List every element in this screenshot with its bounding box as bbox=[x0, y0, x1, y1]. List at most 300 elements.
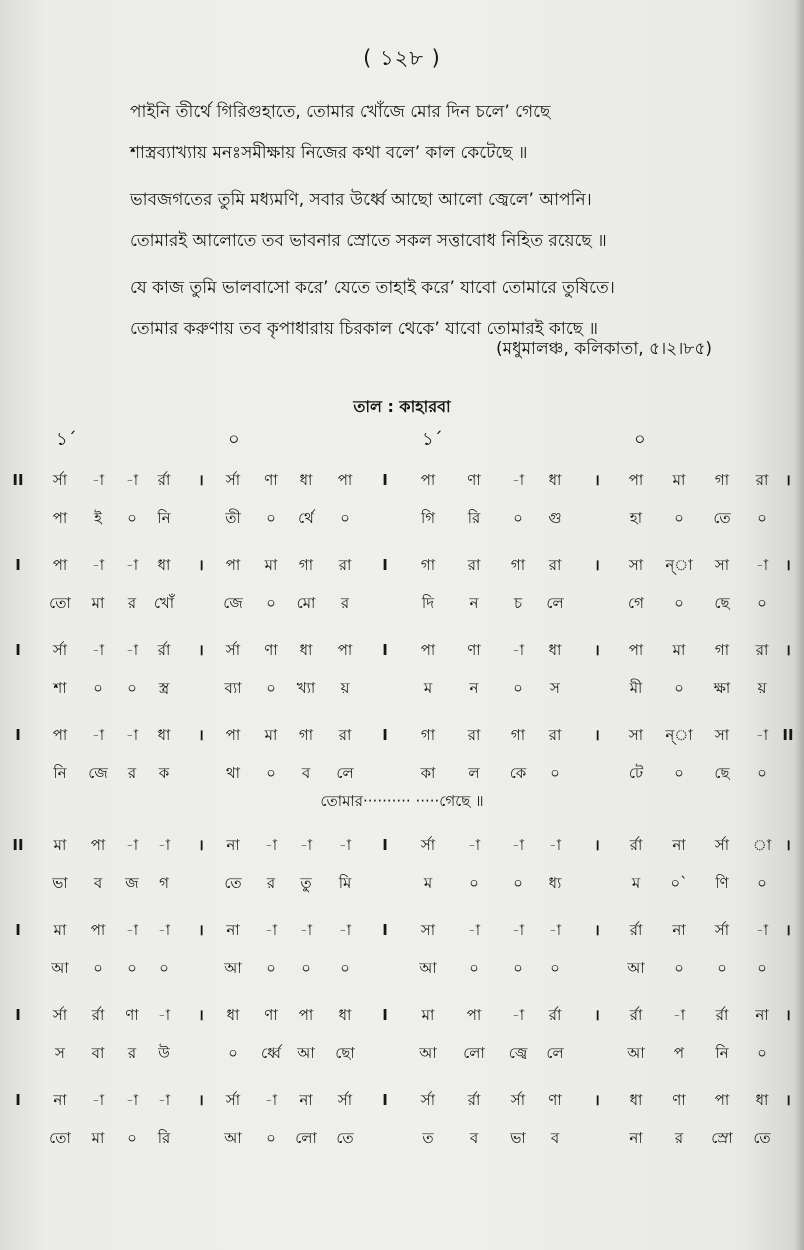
swara-note: -া bbox=[467, 921, 481, 939]
swara-note: া bbox=[752, 836, 772, 854]
lyric-syllable: ০ bbox=[757, 1044, 767, 1062]
swara-note: গা bbox=[510, 726, 526, 744]
tala-heading: তাল : কাহারবা bbox=[353, 397, 451, 416]
swara-note: -া bbox=[157, 1006, 171, 1024]
beat-mark: ০ bbox=[634, 429, 646, 450]
bar-separator: II bbox=[782, 726, 794, 744]
bar-separator: । bbox=[785, 471, 791, 489]
beat-mark: ১´ bbox=[422, 429, 443, 450]
lyric-syllable: তে bbox=[713, 509, 731, 527]
swara-note: মা bbox=[264, 556, 278, 574]
lyric-syllable: ম bbox=[423, 874, 433, 892]
swara-note: র্সা bbox=[510, 1091, 526, 1109]
bar-separator: I bbox=[382, 556, 388, 574]
lyric-syllable: র bbox=[340, 594, 350, 612]
bar-separator: I bbox=[15, 726, 21, 744]
lyric-syllable: ০ bbox=[513, 679, 523, 697]
swara-note: গা bbox=[510, 556, 526, 574]
lyric-line: যে কাজ তুমি ভালবাসো করে’ যেতে তাহাই করে’ যাবো তোমারে তুষিতে। bbox=[130, 278, 615, 298]
swara-note: মা bbox=[264, 726, 278, 744]
lyric-syllable: জে bbox=[223, 594, 243, 612]
lyric-line: ভাবজগতের তুমি মধ্যমণি, সবার উর্ধ্বে আছো আলো জ্বেলে’ আপনি। bbox=[130, 190, 592, 210]
swara-note: ধা bbox=[299, 471, 313, 489]
swara-note: র্সা bbox=[225, 1091, 241, 1109]
swara-note: রা bbox=[338, 556, 352, 574]
swara-note: পা bbox=[628, 471, 644, 489]
swara-note: -া bbox=[511, 471, 525, 489]
lyric-syllable: আ bbox=[297, 1044, 315, 1062]
swara-note: পা bbox=[90, 921, 106, 939]
swara-note: র্সা bbox=[225, 641, 241, 659]
notation-row-2 bbox=[0, 550, 804, 640]
bar-separator: I bbox=[15, 921, 21, 939]
bar-separator: । bbox=[785, 641, 791, 659]
swara-note: রা bbox=[467, 556, 481, 574]
lyric-syllable: গ bbox=[159, 874, 169, 892]
lyric-syllable: ব bbox=[301, 764, 311, 782]
swara-note: পা bbox=[466, 1006, 482, 1024]
swara-note: র্রা bbox=[91, 1006, 105, 1024]
lyric-syllable: ০ bbox=[266, 764, 276, 782]
lyric-syllable: প bbox=[673, 1044, 685, 1062]
bar-separator: । bbox=[198, 1091, 204, 1109]
swara-note: -া bbox=[511, 921, 525, 939]
swara-note: র্সা bbox=[714, 921, 730, 939]
swara-note: -া bbox=[91, 471, 105, 489]
lyric-syllable: ০ bbox=[757, 594, 767, 612]
lyric-syllable: লো bbox=[295, 1129, 317, 1147]
swara-note: র্সা bbox=[52, 471, 68, 489]
swara-note: -া bbox=[125, 726, 139, 744]
swara-note: ণা bbox=[264, 471, 278, 489]
swara-note: র্সা bbox=[52, 641, 68, 659]
lyric-syllable: গু bbox=[548, 509, 562, 527]
swara-note: ধা bbox=[157, 726, 171, 744]
lyric-syllable: তে bbox=[224, 874, 242, 892]
lyric-syllable: তে bbox=[336, 1129, 354, 1147]
lyric-syllable: য় bbox=[757, 679, 767, 697]
bar-separator: । bbox=[594, 1091, 600, 1109]
notation-row-5 bbox=[0, 830, 804, 920]
lyric-syllable: গি bbox=[420, 509, 436, 527]
swara-line bbox=[0, 1085, 804, 1115]
bar-separator: । bbox=[785, 836, 791, 854]
swara-note: র্রা bbox=[629, 921, 643, 939]
lyric-syllable: মা bbox=[91, 1129, 105, 1147]
swara-note: গা bbox=[420, 556, 436, 574]
swara-note: -া bbox=[91, 726, 105, 744]
swara-note: মা bbox=[672, 641, 686, 659]
bar-separator: । bbox=[594, 556, 600, 574]
lyric-syllable: ০ bbox=[674, 509, 684, 527]
lyric-syllable: শা bbox=[53, 679, 67, 697]
lyric-syllable: ০ bbox=[757, 764, 767, 782]
lyric-line: তোমার করুণায় তব কৃপাধারায় চিরকাল থেকে’ যাবো তোমারই কাছে ॥ bbox=[130, 319, 599, 339]
swara-note: -া bbox=[264, 921, 278, 939]
swara-note: -া bbox=[548, 921, 562, 939]
lyric-stanza-1 bbox=[130, 92, 690, 174]
swara-note: ণা bbox=[548, 1091, 562, 1109]
swara-note: পা bbox=[337, 471, 353, 489]
lyric-syllable: আ bbox=[627, 1044, 645, 1062]
lyric-syllable: ০` bbox=[670, 874, 688, 892]
lyric-syllable: ০ bbox=[757, 874, 767, 892]
lyric-syllable: বা bbox=[91, 1044, 105, 1062]
swara-note: -া bbox=[157, 921, 171, 939]
syllable-line bbox=[0, 953, 804, 983]
swara-note: -া bbox=[511, 836, 525, 854]
lyric-syllable: তু bbox=[300, 874, 312, 892]
lyric-syllable: ব bbox=[93, 874, 103, 892]
swara-line bbox=[0, 720, 804, 750]
swara-note: -া bbox=[511, 641, 525, 659]
swara-note: র্সা bbox=[52, 1006, 68, 1024]
lyric-syllable: নি bbox=[715, 1044, 729, 1062]
page-number: ( ১২৮ ) bbox=[363, 46, 441, 70]
lyric-syllable: মো bbox=[296, 594, 316, 612]
lyric-syllable: ত bbox=[422, 1129, 434, 1147]
notation-row-7 bbox=[0, 1000, 804, 1090]
notation-row-3 bbox=[0, 635, 804, 725]
bar-separator: । bbox=[198, 726, 204, 744]
lyric-syllable: মা bbox=[91, 594, 105, 612]
lyric-syllable: রি bbox=[157, 1129, 171, 1147]
lyric-syllable: ০ bbox=[159, 959, 169, 977]
swara-note: মা bbox=[53, 921, 67, 939]
swara-note: পা bbox=[90, 836, 106, 854]
syllable-line bbox=[0, 588, 804, 618]
lyric-syllable: র bbox=[127, 1044, 137, 1062]
swara-note: -া bbox=[125, 921, 139, 939]
swara-note: ণা bbox=[672, 1091, 686, 1109]
lyric-syllable: য় bbox=[340, 679, 350, 697]
swara-note: না bbox=[226, 836, 240, 854]
bar-separator: । bbox=[785, 556, 791, 574]
lyric-syllable: ০ bbox=[469, 874, 479, 892]
swara-note: -া bbox=[125, 1091, 139, 1109]
swara-note: রা bbox=[338, 726, 352, 744]
lyric-syllable: ই bbox=[94, 509, 102, 527]
swara-line bbox=[0, 635, 804, 665]
swara-note: মা bbox=[672, 471, 686, 489]
swara-note: -া bbox=[157, 1091, 171, 1109]
lyric-syllable: ০ bbox=[513, 874, 523, 892]
bar-separator: । bbox=[198, 556, 204, 574]
syllable-line bbox=[0, 868, 804, 898]
lyric-syllable: জ্বে bbox=[508, 1044, 528, 1062]
lyric-syllable: স bbox=[55, 1044, 65, 1062]
beat-mark: ০ bbox=[228, 429, 240, 450]
swara-note: -া bbox=[548, 836, 562, 854]
swara-line bbox=[0, 465, 804, 495]
swara-note: ধা bbox=[548, 641, 562, 659]
lyric-syllable: ০ bbox=[266, 594, 276, 612]
lyric-syllable: ন bbox=[469, 679, 479, 697]
swara-note: সা bbox=[420, 921, 436, 939]
swara-note: ন্‌া bbox=[665, 726, 693, 744]
page-binding-shadow bbox=[794, 0, 804, 1250]
bar-separator: I bbox=[15, 1091, 21, 1109]
swara-note: না bbox=[226, 921, 240, 939]
bar-separator: I bbox=[382, 641, 388, 659]
lyric-syllable: ০ bbox=[228, 1044, 238, 1062]
bar-separator: I bbox=[382, 1006, 388, 1024]
swara-line bbox=[0, 915, 804, 945]
swara-note: -া bbox=[299, 836, 313, 854]
lyric-syllable: ব bbox=[469, 1129, 479, 1147]
bar-separator: II bbox=[12, 836, 24, 854]
lyric-syllable: ০ bbox=[469, 959, 479, 977]
lyric-syllable: লে bbox=[546, 594, 564, 612]
lyric-syllable: ০ bbox=[127, 679, 137, 697]
lyric-syllable: স bbox=[550, 679, 560, 697]
syllable-line bbox=[0, 1123, 804, 1153]
lyric-syllable: খ্যা bbox=[296, 679, 316, 697]
bar-separator: । bbox=[594, 1006, 600, 1024]
notation-row-8 bbox=[0, 1085, 804, 1175]
bar-separator: । bbox=[594, 726, 600, 744]
swara-note: পা bbox=[298, 1006, 314, 1024]
notation-row-6 bbox=[0, 915, 804, 1005]
lyric-syllable: ০ bbox=[674, 764, 684, 782]
lyric-syllable: কে bbox=[509, 764, 527, 782]
lyric-syllable: ০ bbox=[127, 509, 137, 527]
swara-note: -া bbox=[264, 1091, 278, 1109]
lyric-syllable: ব্যা bbox=[224, 679, 242, 697]
lyric-syllable: ০ bbox=[674, 679, 684, 697]
swara-note: পা bbox=[52, 726, 68, 744]
swara-note: র্রা bbox=[467, 1091, 481, 1109]
swara-note: পা bbox=[225, 556, 241, 574]
bar-separator: I bbox=[15, 641, 21, 659]
lyric-line: শাস্ত্রব্যাখ্যায় মনঃসমীক্ষায় নিজের কথা বলে’ কাল কেটেছে ॥ bbox=[130, 143, 528, 163]
swara-note: ধা bbox=[299, 641, 313, 659]
lyric-syllable: স্রো bbox=[711, 1129, 733, 1147]
swara-line bbox=[0, 1000, 804, 1030]
lyric-syllable: ০ bbox=[513, 509, 523, 527]
lyric-syllable: ভা bbox=[510, 1129, 526, 1147]
lyric-syllable: ক bbox=[158, 764, 170, 782]
swara-note: র্রা bbox=[629, 1006, 643, 1024]
swara-line bbox=[0, 830, 804, 860]
swara-note: ধা bbox=[226, 1006, 240, 1024]
swara-note: ন্‌া bbox=[665, 556, 693, 574]
lyric-syllable: জ bbox=[125, 874, 139, 892]
swara-note: -া bbox=[467, 836, 481, 854]
swara-note: র্রা bbox=[629, 836, 643, 854]
bar-separator: । bbox=[198, 921, 204, 939]
lyric-syllable: র্ধ্বে bbox=[261, 1044, 281, 1062]
swara-note: ণা bbox=[264, 641, 278, 659]
swara-note: পা bbox=[714, 1091, 730, 1109]
swara-note: -া bbox=[125, 641, 139, 659]
interlude-label: তোমার·········· ·····গেছে ॥ bbox=[320, 792, 484, 810]
lyric-syllable: ০ bbox=[513, 959, 523, 977]
bar-separator: । bbox=[785, 1091, 791, 1109]
lyric-syllable: উ bbox=[158, 1044, 170, 1062]
bar-separator: । bbox=[198, 1006, 204, 1024]
swara-note: না bbox=[672, 921, 686, 939]
lyric-syllable: লে bbox=[546, 1044, 564, 1062]
swara-note: ধা bbox=[338, 1006, 352, 1024]
swara-note: ণা bbox=[467, 471, 481, 489]
beat-mark: ১´ bbox=[56, 429, 77, 450]
swara-note: -া bbox=[755, 921, 769, 939]
swara-note: র্রা bbox=[715, 1006, 729, 1024]
swara-note: ধা bbox=[157, 556, 171, 574]
swara-note: পা bbox=[52, 556, 68, 574]
swara-note: র্সা bbox=[420, 1091, 436, 1109]
swara-note: না bbox=[672, 836, 686, 854]
swara-note: -া bbox=[264, 836, 278, 854]
lyric-syllable: ম bbox=[423, 679, 433, 697]
swara-note: ণা bbox=[467, 641, 481, 659]
bar-separator: I bbox=[382, 921, 388, 939]
lyric-syllable: ০ bbox=[340, 509, 350, 527]
bar-separator: । bbox=[785, 1006, 791, 1024]
lyric-syllable: না bbox=[629, 1129, 643, 1147]
lyric-syllable: ০ bbox=[757, 509, 767, 527]
lyric-syllable: ০ bbox=[266, 679, 276, 697]
swara-note: গা bbox=[298, 726, 314, 744]
swara-note: সা bbox=[628, 726, 644, 744]
swara-note: -া bbox=[672, 1006, 686, 1024]
bar-separator: । bbox=[198, 641, 204, 659]
lyric-syllable: নি bbox=[53, 764, 67, 782]
swara-note: র্সা bbox=[420, 836, 436, 854]
bar-separator: I bbox=[15, 556, 21, 574]
lyric-syllable: তো bbox=[49, 594, 71, 612]
lyric-syllable: ০ bbox=[266, 1129, 276, 1147]
swara-note: রা bbox=[548, 556, 562, 574]
syllable-line bbox=[0, 1038, 804, 1068]
swara-note: র্সা bbox=[225, 471, 241, 489]
bar-separator: I bbox=[382, 726, 388, 744]
bar-separator: । bbox=[785, 921, 791, 939]
swara-note: -া bbox=[125, 836, 139, 854]
lyric-syllable: ০ bbox=[674, 959, 684, 977]
swara-note: -া bbox=[511, 1006, 525, 1024]
lyric-stanza-2 bbox=[130, 180, 690, 262]
swara-note: -া bbox=[299, 921, 313, 939]
lyric-syllable: ০ bbox=[266, 509, 276, 527]
swara-note: -া bbox=[338, 921, 352, 939]
swara-note: -া bbox=[125, 471, 139, 489]
swara-note: গা bbox=[420, 726, 436, 744]
swara-line bbox=[0, 550, 804, 580]
lyric-syllable: ল bbox=[468, 764, 480, 782]
swara-note: -া bbox=[91, 641, 105, 659]
swara-note: -া bbox=[755, 556, 769, 574]
lyric-syllable: মী bbox=[629, 679, 643, 697]
lyric-syllable: কা bbox=[420, 764, 436, 782]
lyric-syllable: ০ bbox=[266, 959, 276, 977]
lyric-syllable: ০ bbox=[93, 679, 103, 697]
source-citation: (মধুমালঞ্চ, কলিকাতা, ৫।২।৮৫) bbox=[496, 339, 712, 359]
swara-note: সা bbox=[628, 556, 644, 574]
bar-separator: I bbox=[382, 836, 388, 854]
lyric-syllable: জে bbox=[88, 764, 108, 782]
lyric-syllable: ০ bbox=[127, 959, 137, 977]
swara-note: র্রা bbox=[548, 1006, 562, 1024]
syllable-line bbox=[0, 758, 804, 788]
swara-note: -া bbox=[125, 556, 139, 574]
swara-note: রা bbox=[755, 641, 769, 659]
lyric-syllable: র bbox=[127, 594, 137, 612]
swara-note: সা bbox=[714, 726, 730, 744]
swara-note: না bbox=[755, 1006, 769, 1024]
lyric-syllable: তো bbox=[49, 1129, 71, 1147]
lyric-syllable: ক্ষা bbox=[713, 679, 731, 697]
lyric-syllable: ধ্য bbox=[548, 874, 562, 892]
lyric-syllable: আ bbox=[51, 959, 69, 977]
swara-note: ধা bbox=[548, 471, 562, 489]
swara-note: -া bbox=[91, 556, 105, 574]
syllable-line bbox=[0, 503, 804, 533]
lyric-syllable: ০ bbox=[674, 594, 684, 612]
bar-separator: । bbox=[198, 471, 204, 489]
lyric-syllable: চ bbox=[513, 594, 523, 612]
lyric-syllable: ছে bbox=[714, 594, 730, 612]
swara-note: র্রা bbox=[157, 641, 171, 659]
lyric-syllable: আ bbox=[627, 959, 645, 977]
swara-note: ধা bbox=[629, 1091, 643, 1109]
lyric-syllable: ০ bbox=[93, 959, 103, 977]
lyric-syllable: টে bbox=[628, 764, 644, 782]
bar-separator: I bbox=[15, 1006, 21, 1024]
swara-note: -া bbox=[338, 836, 352, 854]
lyric-syllable: র bbox=[266, 874, 276, 892]
lyric-syllable: থা bbox=[225, 764, 241, 782]
swara-note: না bbox=[299, 1091, 313, 1109]
swara-note: -া bbox=[157, 836, 171, 854]
lyric-syllable: ছে bbox=[714, 764, 730, 782]
bar-separator: । bbox=[594, 471, 600, 489]
bar-separator: । bbox=[594, 641, 600, 659]
swara-note: র্সা bbox=[337, 1091, 353, 1109]
syllable-line bbox=[0, 673, 804, 703]
lyric-syllable: তী bbox=[225, 509, 241, 527]
swara-note: ণা bbox=[264, 1006, 278, 1024]
bar-separator: I bbox=[382, 1091, 388, 1109]
beat-marks bbox=[0, 425, 804, 455]
bar-separator: । bbox=[594, 921, 600, 939]
lyric-syllable: স্ত্র bbox=[158, 679, 170, 697]
swara-note: র্রা bbox=[157, 471, 171, 489]
swara-note: রা bbox=[548, 726, 562, 744]
song-lyrics bbox=[130, 92, 690, 356]
lyric-syllable: ণি bbox=[715, 874, 729, 892]
swara-note: সা bbox=[714, 556, 730, 574]
lyric-line: পাইনি তীর্থে গিরিগুহাতে, তোমার খোঁজে মোর দিন চলে’ গেছে bbox=[130, 102, 551, 122]
swara-note: মা bbox=[53, 836, 67, 854]
swara-note: গা bbox=[714, 471, 730, 489]
swara-note: রা bbox=[755, 471, 769, 489]
lyric-syllable: ০ bbox=[127, 1129, 137, 1147]
lyric-syllable: র্থে bbox=[298, 509, 314, 527]
bar-separator: । bbox=[594, 836, 600, 854]
swara-note: রা bbox=[467, 726, 481, 744]
lyric-syllable: নি bbox=[157, 509, 171, 527]
lyric-syllable: হা bbox=[629, 509, 643, 527]
swara-note: গা bbox=[298, 556, 314, 574]
swara-note: গা bbox=[714, 641, 730, 659]
lyric-syllable: লো bbox=[463, 1044, 485, 1062]
lyric-syllable: আ bbox=[419, 1044, 437, 1062]
lyric-syllable: মি bbox=[338, 874, 352, 892]
bar-separator: I bbox=[382, 471, 388, 489]
lyric-syllable: আ bbox=[419, 959, 437, 977]
